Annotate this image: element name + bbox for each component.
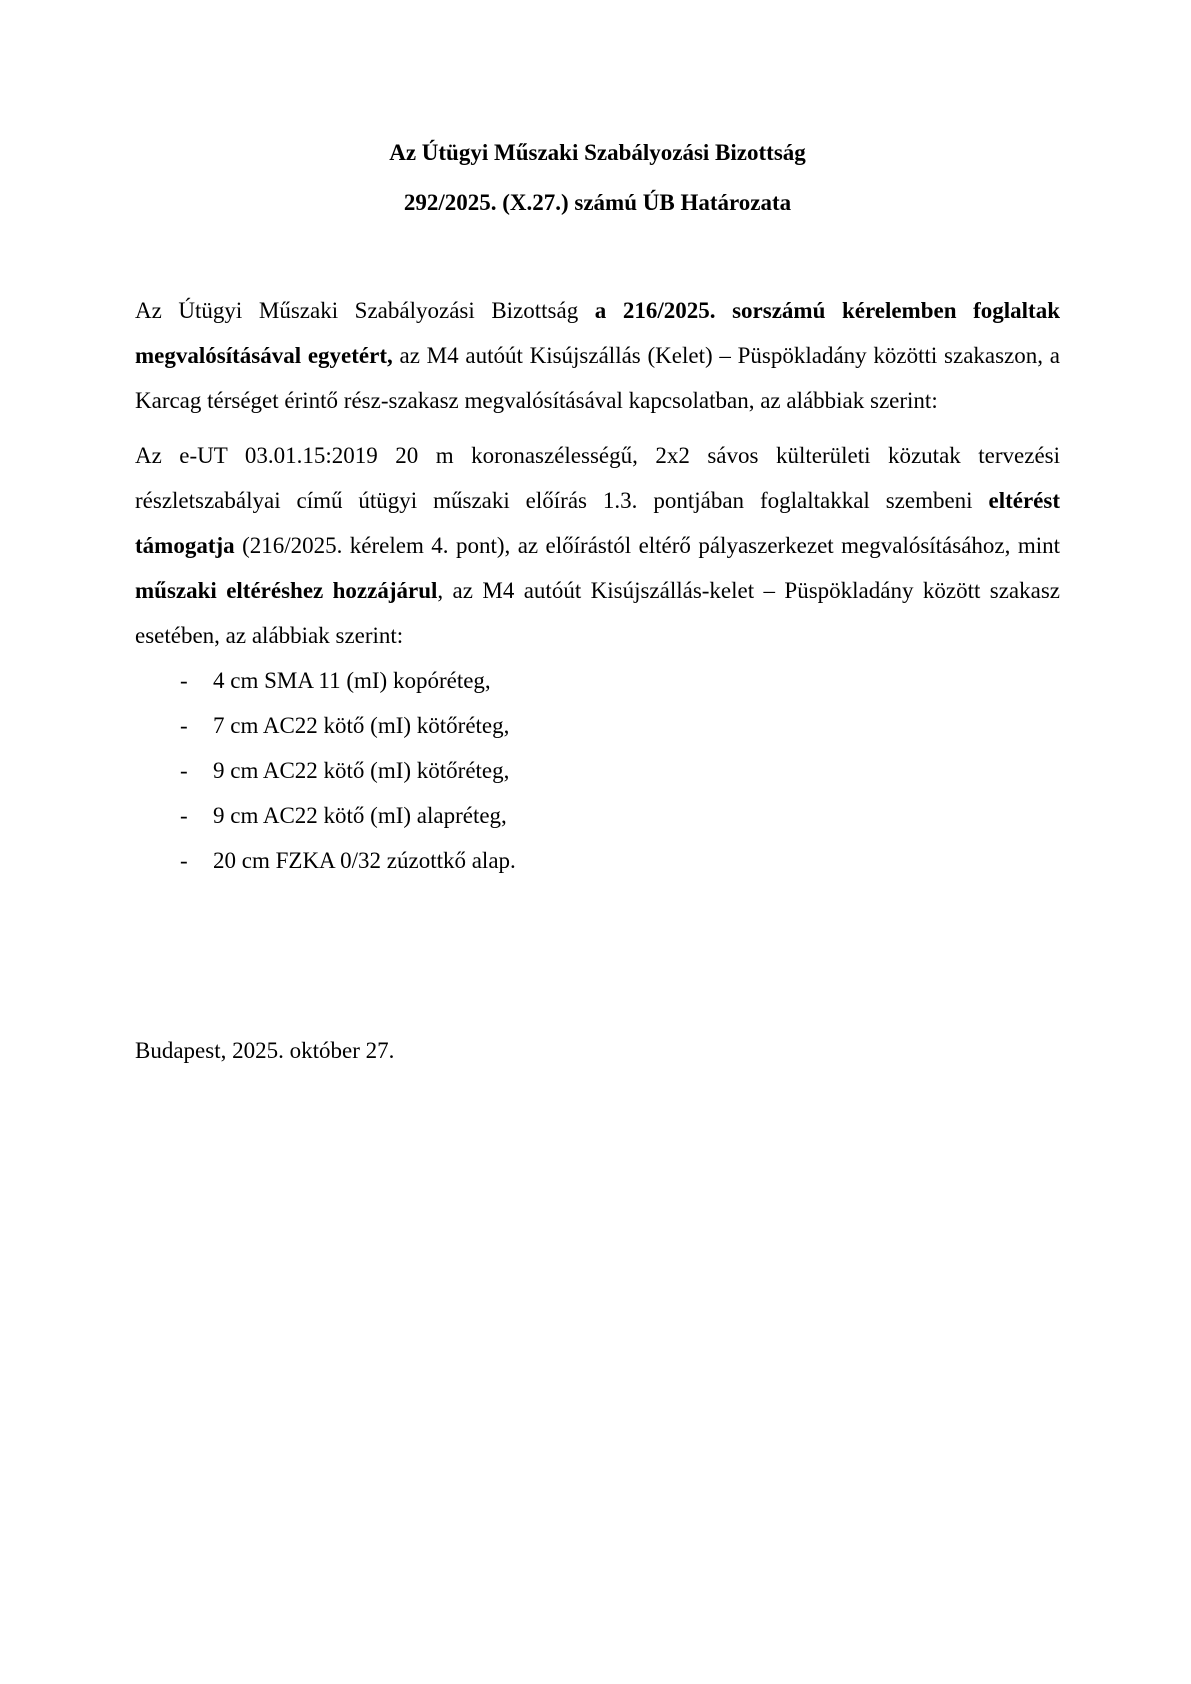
document-title: [135, 128, 1060, 228]
text-segment: az M4 autóút Kisújszállás (Kelet) – Püspökladány közötti szakaszon, a Karcag térséget érintő rész-szakasz megvalósításával kapcsolatban, az alábbiak szerint:: [135, 343, 1060, 413]
list-item-text: 9 cm AC22 kötő (mI) kötőréteg,: [213, 758, 510, 783]
list-item-marker: -: [180, 668, 188, 693]
closing-date-line: Budapest, 2025. október 27.: [135, 1038, 395, 1063]
list-item-marker: -: [180, 713, 188, 738]
text-segment: (216/2025. kérelem 4. pont), az előírástól eltérő pályaszerkezet megvalósításához, mint: [234, 533, 1060, 558]
list-item-marker: -: [180, 803, 188, 828]
list-item-text: 7 cm AC22 kötő (mI) kötőréteg,: [213, 713, 510, 738]
bold-text-segment: műszaki eltéréshez hozzájárul: [135, 578, 438, 603]
paragraph-approval: [135, 288, 1060, 423]
text-segment: Az Útügyi Műszaki Szabályozási Bizottság: [135, 298, 595, 323]
bold-text-segment: a 216/2025. sorszámú kérelemben foglaltak megvalósításával egyetért,: [135, 298, 1060, 368]
list-item-text: 20 cm FZKA 0/32 zúzottkő alap.: [213, 848, 516, 873]
list-item-text: 4 cm SMA 11 (mI) kopóréteg,: [213, 668, 491, 693]
list-item-marker: -: [180, 758, 188, 783]
list-item: [135, 658, 1060, 703]
list-item: [135, 793, 1060, 838]
list-item: [135, 838, 1060, 883]
list-item: [135, 703, 1060, 748]
text-segment: , az M4 autóút Kisújszállás-kelet – Püspökladány között szakasz esetében, az alábbiak szerint:: [135, 578, 1061, 648]
paragraph-technical-deviation: [135, 433, 1060, 658]
pavement-layer-list: [135, 658, 1060, 883]
bold-text-segment: eltérést támogatja: [135, 488, 1060, 558]
list-item: [135, 748, 1060, 793]
list-item-marker: -: [180, 848, 188, 873]
title-committee-name: Az Útügyi Műszaki Szabályozási Bizottság: [389, 140, 806, 165]
text-segment: Az e-UT 03.01.15:2019 20 m koronaszélességű, 2x2 sávos külterületi közutak tervezési részletszabályai című útügyi műszaki előírás 1.3. pontjában foglaltakkal szembeni: [135, 443, 1060, 513]
list-item-text: 9 cm AC22 kötő (mI) alapréteg,: [213, 803, 507, 828]
title-resolution-number: 292/2025. (X.27.) számú ÚB Határozata: [403, 190, 792, 215]
